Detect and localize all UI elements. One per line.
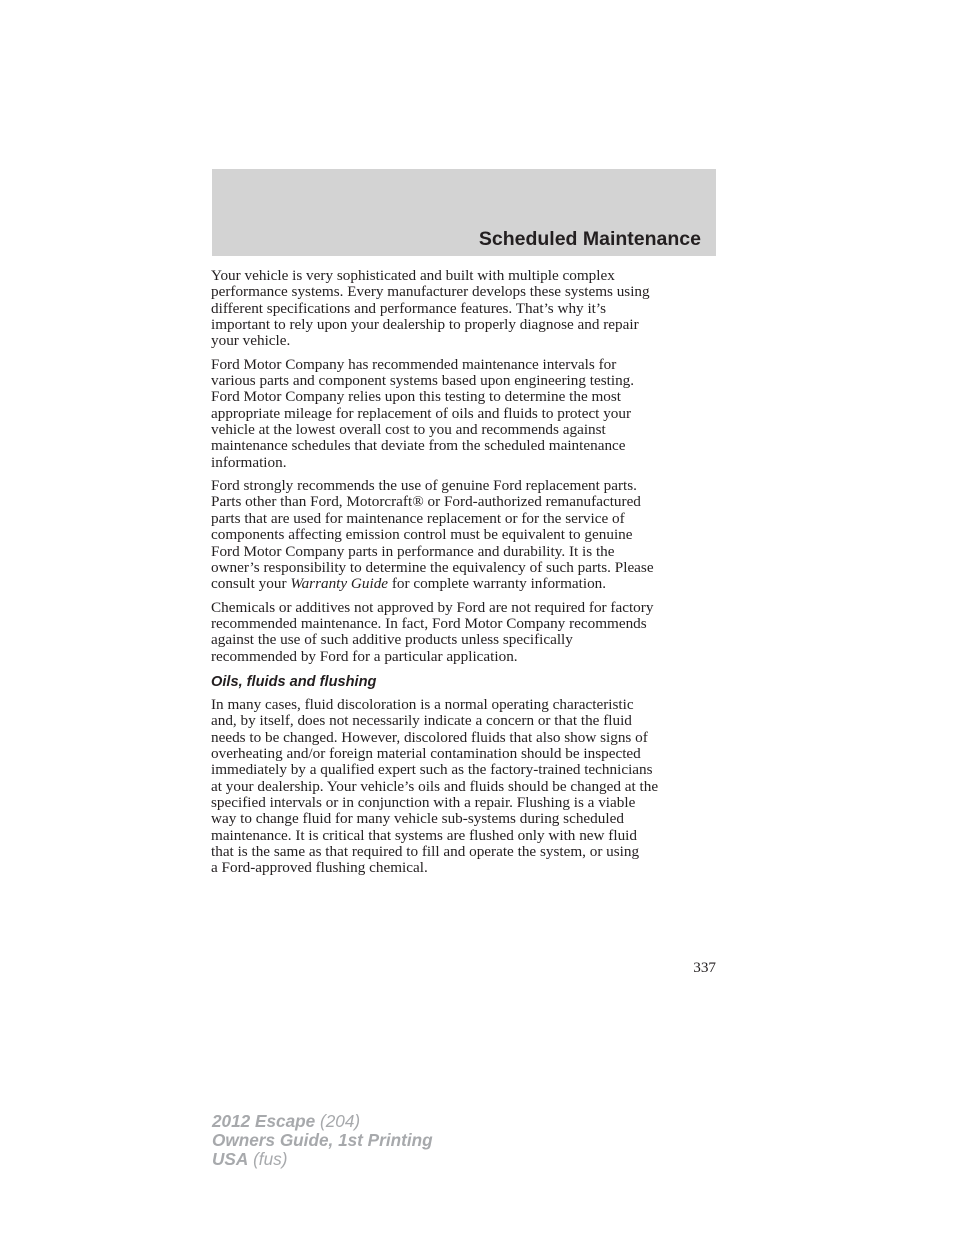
text-line: against the use of such additive products unless specifically: [211, 631, 573, 649]
text-line: way to change fluid for many vehicle sub-systems during scheduled: [211, 810, 624, 828]
text-line: different specifications and performance features. That’s why it’s: [211, 299, 607, 317]
text-line: recommended by Ford for a particular application.: [211, 647, 518, 665]
text-line: maintenance schedules that deviate from the scheduled maintenance: [211, 437, 626, 455]
text-line: that is the same as that required to fill and operate the system, or using: [211, 843, 640, 860]
text-line: information.: [211, 453, 287, 471]
footer-line-edition: [212, 1131, 433, 1150]
text-fragment: consult your: [211, 575, 291, 593]
text-line: [211, 576, 719, 592]
text-line: Parts other than Ford, Motorcraft® or Ford-authorized remanufactured: [211, 493, 641, 511]
text-line: needs to be changed. However, discolored fluids that also show signs of: [211, 728, 648, 746]
section-title: Scheduled Maintenance: [478, 228, 701, 250]
text-line: vehicle at the lowest overall cost to you and recommends against: [211, 421, 606, 439]
text-line: overheating and/or foreign material contamination should be inspected: [211, 744, 641, 762]
page-content: [211, 268, 719, 884]
subheading-oils-fluids: Oils, fluids and flushing: [211, 673, 377, 690]
text-line: a Ford-approved flushing chemical.: [211, 859, 428, 877]
text-line: parts that are used for maintenance replacement or for the service of: [211, 509, 625, 527]
document-footer: [212, 1112, 433, 1169]
text-line: immediately by a qualified expert such as the factory-trained technicians: [211, 761, 653, 779]
footer-line-region: [212, 1150, 433, 1169]
text-line: performance systems. Every manufacturer develops these systems using: [211, 283, 650, 301]
text-line: maintenance. It is critical that systems are flushed only with new fluid: [211, 826, 637, 844]
footer-region: USA: [212, 1149, 249, 1169]
footer-model: 2012 Escape: [212, 1111, 316, 1131]
text-line: your vehicle.: [211, 332, 291, 350]
text-line: and, by itself, does not necessarily indicate a concern or that the fluid: [211, 712, 632, 730]
text-line: specified intervals or in conjunction with a repair. Flushing is a viable: [211, 793, 636, 811]
section-header-band: [212, 169, 716, 256]
footer-model-code: (204): [315, 1111, 361, 1131]
paragraph-maintenance-intervals: [211, 357, 719, 471]
text-line: appropriate mileage for replacement of oils and fluids to protect your: [211, 404, 632, 422]
text-line: Ford Motor Company relies upon this testing to determine the most: [211, 388, 622, 406]
text-line: owner’s responsibility to determine the equivalency of such parts. Please: [211, 558, 654, 576]
text-line: Ford Motor Company parts in performance and durability. It is the: [211, 542, 615, 560]
text-line: components affecting emission control must be equivalent to genuine: [211, 526, 633, 544]
paragraph-chemicals: [211, 600, 719, 665]
text-line: In many cases, fluid discoloration is a normal operating characteristic: [211, 695, 634, 713]
paragraph-fluid-discoloration: [211, 697, 719, 877]
footer-region-code: (fus): [248, 1149, 288, 1169]
text-line: at your dealership. Your vehicle’s oils and fluids should be changed at the: [211, 777, 659, 795]
text-fragment: for complete warranty information.: [388, 575, 607, 593]
text-line: various parts and component systems based upon engineering testing.: [211, 372, 635, 390]
text-line: recommended maintenance. In fact, Ford Motor Company recommends: [211, 614, 647, 632]
text-line: Chemicals or additives not approved by Ford are not required for factory: [211, 598, 654, 616]
text-line: Ford strongly recommends the use of genuine Ford replacement parts.: [211, 477, 637, 495]
text-line: Your vehicle is very sophisticated and built with multiple complex: [211, 267, 615, 284]
paragraph-replacement-parts: [211, 478, 719, 592]
paragraph-intro: [211, 268, 719, 350]
footer-edition: Owners Guide, 1st Printing: [212, 1130, 433, 1150]
text-line: Ford Motor Company has recommended maintenance intervals for: [211, 355, 617, 373]
text-line: important to rely upon your dealership to properly diagnose and repair: [211, 316, 639, 334]
warranty-guide-title: Warranty Guide: [290, 575, 389, 593]
footer-line-model: [212, 1112, 433, 1131]
page-number: 337: [693, 959, 716, 976]
